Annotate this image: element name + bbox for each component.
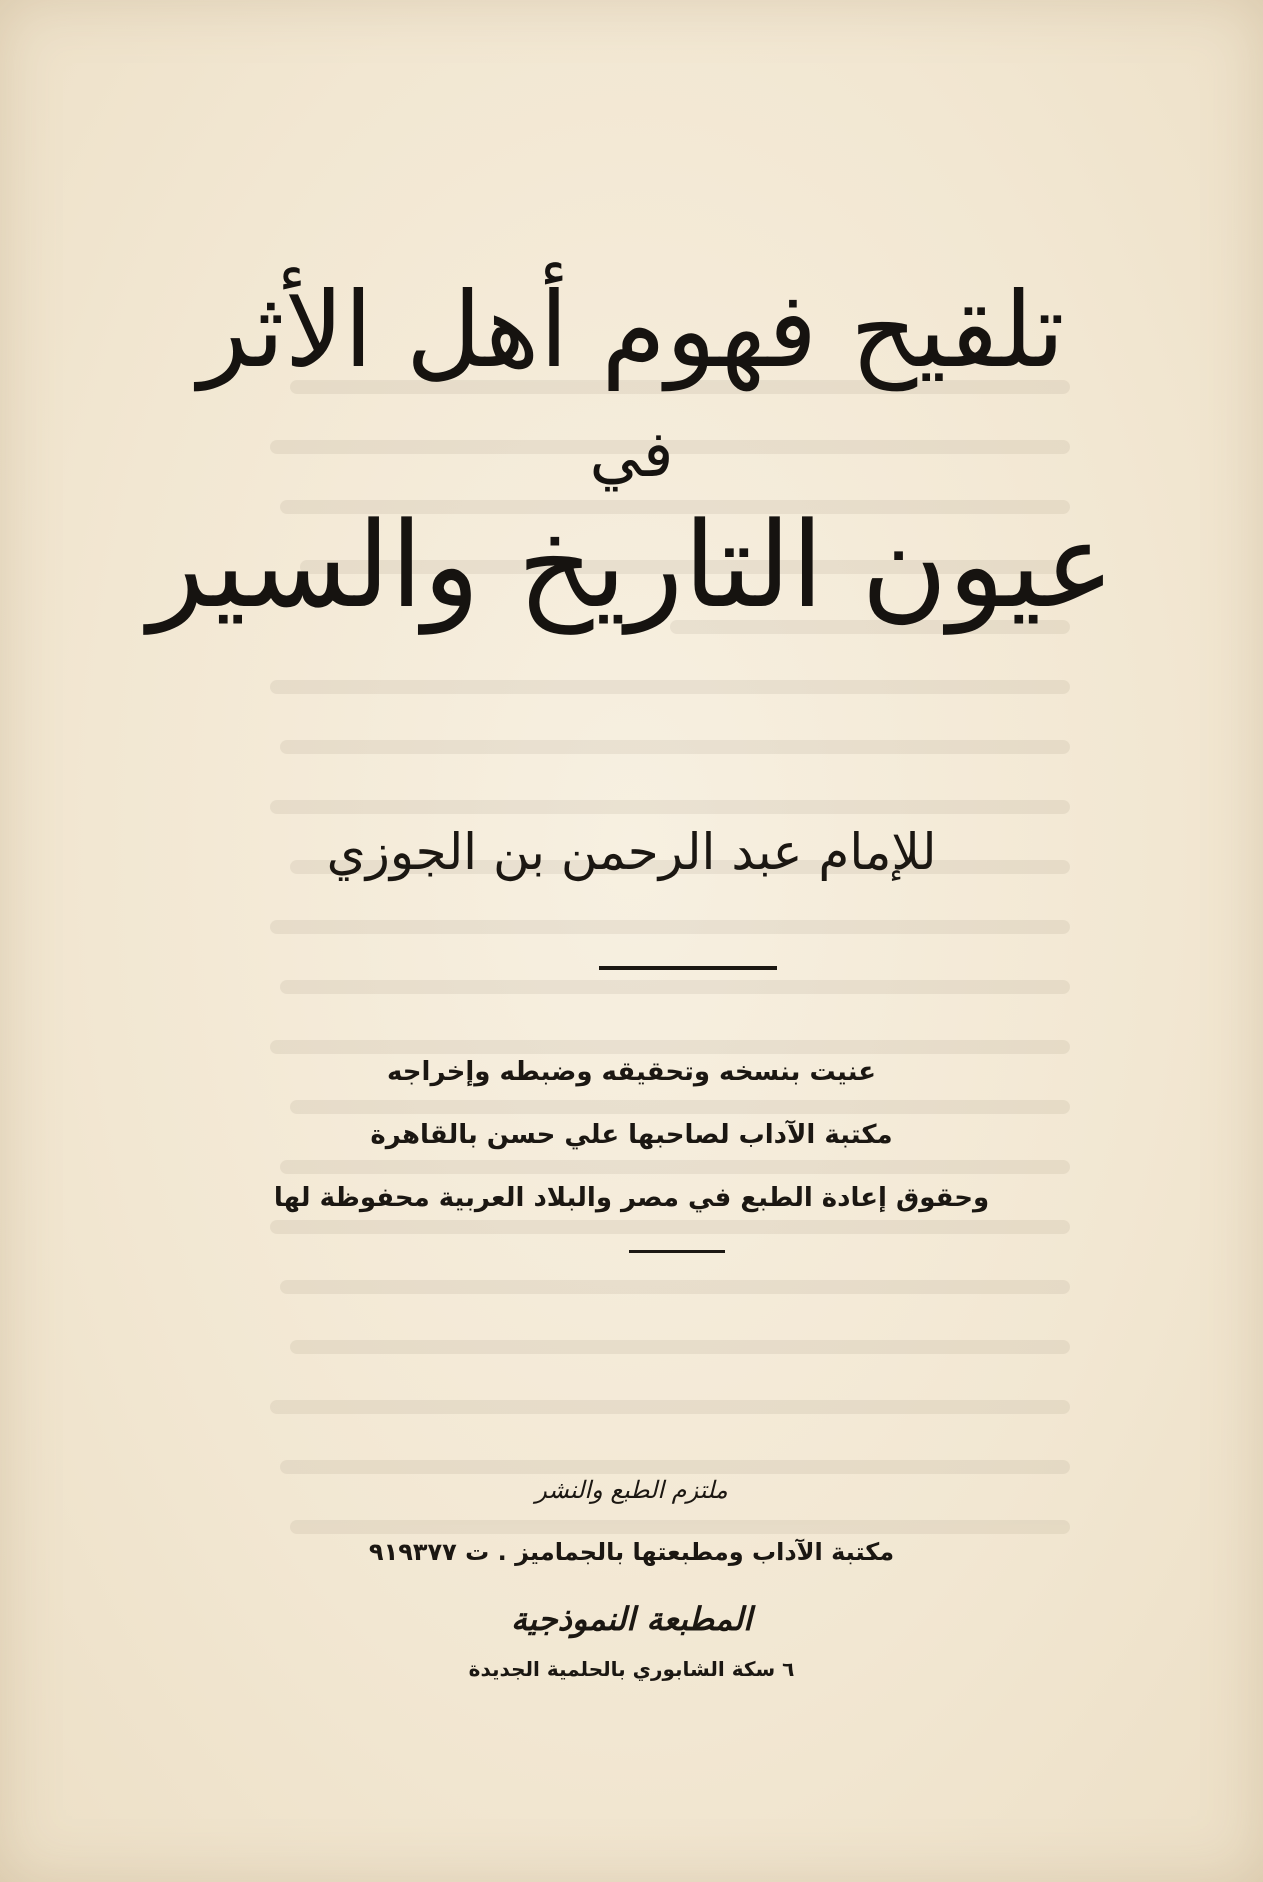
- title-connector: في: [589, 418, 674, 492]
- printer-address: ٦ سكة الشابوري بالحلمية الجديدة: [468, 1657, 795, 1681]
- printer-name: المطبعة النموذجية: [511, 1600, 752, 1638]
- publisher-label: ملتزم الطبع والنشر: [535, 1476, 728, 1504]
- title-line-1: تلقيح فهوم أهل الأثر: [198, 269, 1065, 391]
- credit-line-1: عنيت بنسخه وتحقيقه وضبطه وإخراجه: [387, 1057, 876, 1087]
- credit-line-2: مكتبة الآداب لصاحبها علي حسن بالقاهرة: [370, 1120, 893, 1150]
- short-divider-rule: [629, 1250, 725, 1253]
- title-line-2: عيون التاريخ والسير: [148, 496, 1115, 634]
- publisher-name: مكتبة الآداب ومطبعتها بالجماميز . ت ٩١٩٣٧٧: [368, 1538, 895, 1566]
- author-line: للإمام عبد الرحمن بن الجوزي: [326, 823, 937, 881]
- divider-rule: [599, 966, 777, 970]
- credit-line-3: وحقوق إعادة الطبع في مصر والبلاد العربية محفوظة لها: [273, 1183, 990, 1213]
